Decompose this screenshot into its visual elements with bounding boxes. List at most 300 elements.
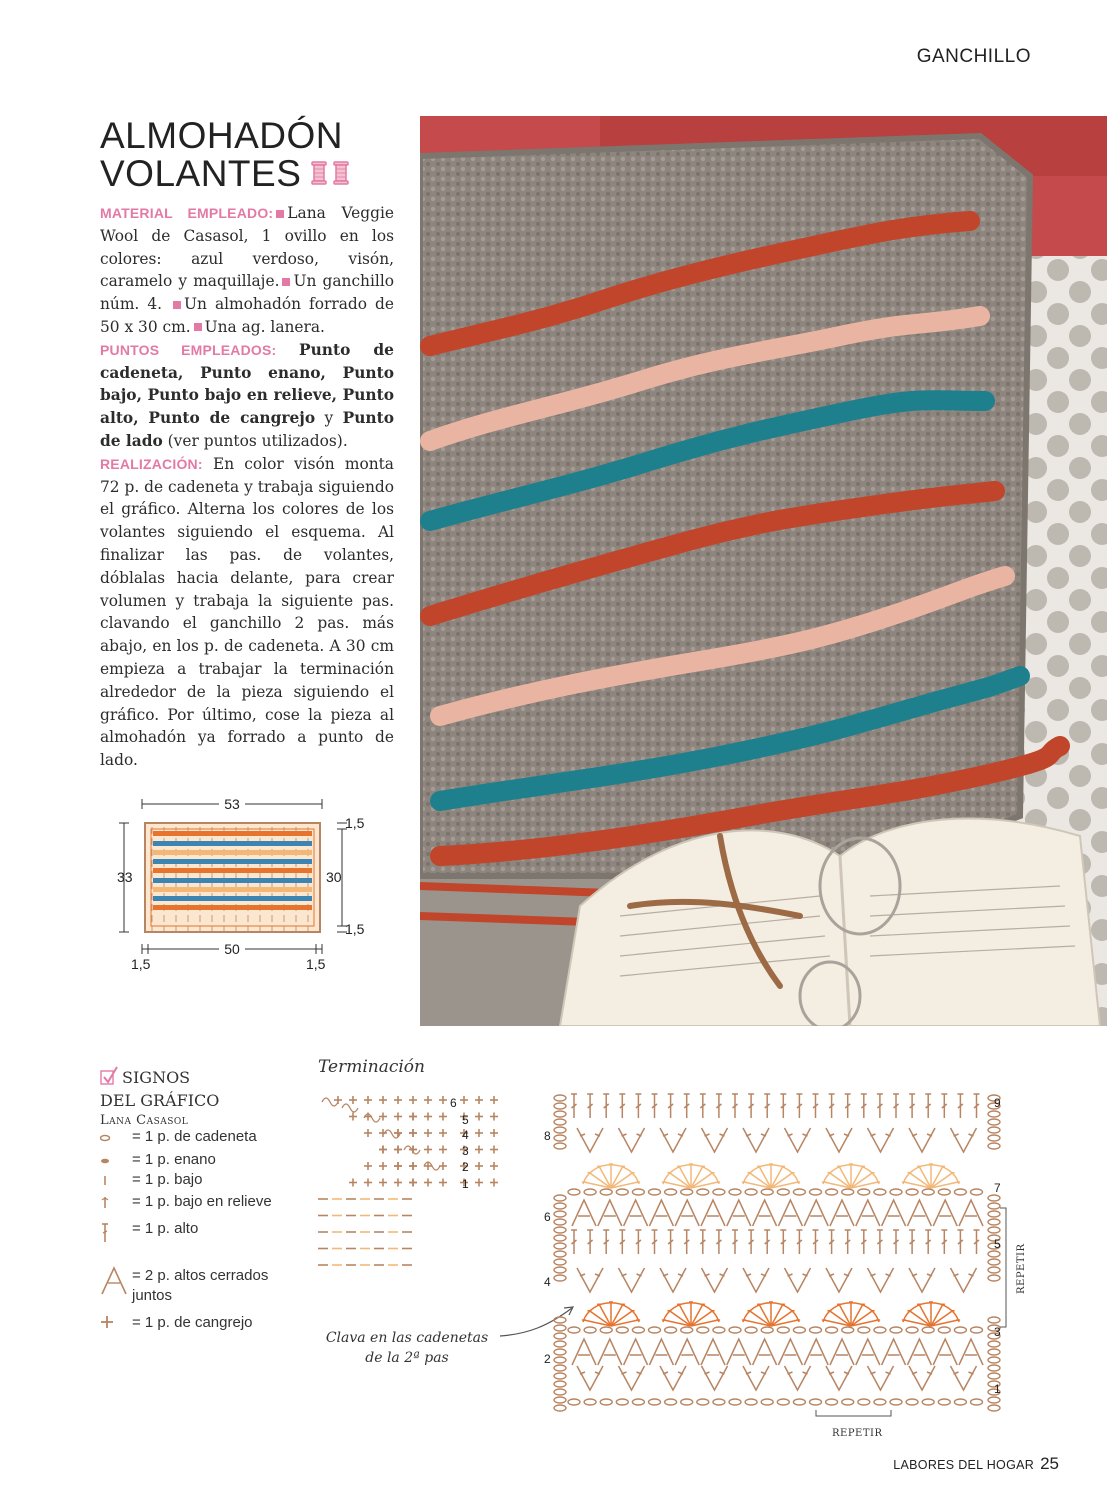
double-crochet-mark [861,1094,867,1118]
crab-stitch-mark [349,1096,357,1104]
repeat-horizontal-label: REPETIR [832,1428,883,1439]
crab-stitch-mark [490,1179,498,1187]
chain-stitch-mark [988,1267,1000,1273]
double-crochet-mark [635,1094,641,1118]
dc2tog-mark [933,1200,957,1226]
clava-note-line-1: Clava en las cadenetas [325,1330,489,1346]
a-legs [804,1339,828,1365]
fan-spoke [839,1166,851,1188]
chain-stitch-mark [584,1327,596,1333]
schematic-left-label: 33 [117,869,133,885]
double-crochet-mark [603,1230,609,1254]
chain-stitch-mark [649,1189,661,1195]
crab-stitch-mark [439,1129,447,1137]
chain-stitch-mark [906,1399,918,1405]
chain-stitch-mark [729,1399,741,1405]
dc2tog-mark [856,1200,880,1226]
fan-spoke [599,1304,611,1326]
crab-stitch-mark [394,1179,402,1187]
chain-stitch-mark [697,1327,709,1333]
double-crochet-mark [813,1230,819,1254]
stitch-legend [100,1066,300,1331]
schematic-right-top-label: 1,5 [345,815,365,831]
chain-stitch-mark [890,1189,902,1195]
chain-stitch-mark [842,1327,854,1333]
title-line-1: ALMOHADÓN [100,115,343,156]
chain-stitch-mark [988,1227,1000,1233]
dc2tog-mark [701,1339,725,1365]
fan-spoke [771,1166,783,1188]
a-legs [907,1339,931,1365]
double-crochet-mark [796,1094,802,1118]
chain-stitch-mark [568,1399,580,1405]
crab-stitch-mark [379,1179,387,1187]
chain-stitch-mark [988,1211,1000,1217]
crab-stitch-mark [424,1146,432,1154]
dc2tog-mark [804,1200,828,1226]
double-crochet-mark [974,1094,980,1118]
chart-row-label: 3 [994,1325,1001,1339]
a-legs [882,1339,906,1365]
double-crochet-mark [635,1230,641,1254]
realizacion-text: En color visón monta 72 p. de cadeneta y trabaja siguiendo el gráfico. Alterna los colores de los volantes siguiendo el esquema. Al finalizar las pas. de volantes, dóblalas hacia delante, para crear volumen y trabaja la siguiente pas. clavando el ganchillo 2 pas. más abajo, en los p. de cadeneta. A 30 cm empieza a trabajar la terminación alrededor de la pieza siguiendo el gráfico. Por último, cose la pieza al almohadón ya forrado a punto de lado. [100,454,394,770]
chain-stitch-mark [616,1399,628,1405]
v-legs [826,1268,852,1292]
v-legs [702,1128,728,1152]
chain-stitch-mark [713,1327,725,1333]
crab-stitch-mark [439,1162,447,1170]
chain-stitch-mark [988,1373,1000,1379]
fan-spoke [851,1304,863,1326]
legend-title-1: SIGNOS [122,1068,191,1087]
bullet-square-icon [194,323,202,331]
chain-stitch-mark [858,1327,870,1333]
chart-row-label: 8 [544,1129,551,1143]
double-crochet-mark [764,1230,770,1254]
chain-stitch-mark [988,1275,1000,1281]
legend-item-slip [100,1151,216,1171]
chain-stitch-mark [554,1389,566,1395]
chain-stitch-mark [988,1219,1000,1225]
schematic-top-label: 53 [224,796,240,812]
shell-fan-mark [822,1164,880,1188]
double-crochet-mark [571,1094,577,1118]
chain-stitch-mark [988,1405,1000,1411]
double-crochet-mark [909,1230,915,1254]
a-legs [572,1339,596,1365]
chain-stitch-mark [745,1189,757,1195]
v-stitch-mark [868,1128,894,1152]
fan-spoke [759,1166,771,1188]
chain-stitch-mark [554,1349,566,1355]
crab-stitch-mark [439,1146,447,1154]
bullet-square-icon [282,278,290,286]
chain-stitch-mark [554,1267,566,1273]
legend-item-dc2tog [100,1266,269,1304]
crab-stitch-mark [409,1096,417,1104]
shell-fan-mark [902,1302,960,1326]
crab-stitch-mark [424,1113,432,1121]
chain-stitch-mark [988,1127,1000,1133]
double-crochet-mark [764,1094,770,1118]
crab-stitch-mark [424,1179,432,1187]
legend-subtitle: Lana Casasol [100,1113,189,1128]
fan-spoke [851,1166,863,1188]
double-crochet-mark [780,1230,786,1254]
chain-stitch-mark [922,1327,934,1333]
chain-stitch-mark [988,1195,1000,1201]
double-crochet-mark [845,1094,851,1118]
double-crochet-mark [716,1230,722,1254]
title-line-2-text: VOLANTES [100,153,302,194]
v-stitch-mark [868,1268,894,1292]
legend-item-text: = 1 p. bajo [132,1171,203,1188]
chain-stitch-mark [554,1119,566,1125]
a-legs [624,1339,648,1365]
page-number: 25 [1040,1454,1059,1473]
dc2tog-mark [701,1200,725,1226]
chart-row-label: 4 [544,1275,551,1289]
chain-stitch-mark [793,1327,805,1333]
shell-fan-mark [902,1164,960,1188]
crab-stitch-mark [439,1096,447,1104]
fan-spoke [931,1304,943,1326]
chain-stitch-mark [906,1327,918,1333]
crab-stitch-mark [364,1162,372,1170]
chain-stitch-mark [793,1189,805,1195]
chain-stitch-mark [649,1399,661,1405]
dc2tog-mark [778,1200,802,1226]
dc2tog-icon [100,1266,128,1296]
double-crochet-mark [716,1094,722,1118]
slip-stitch-icon [100,1151,116,1167]
chain-stitch-mark [777,1327,789,1333]
v-stitch-mark [702,1128,728,1152]
crab-stitch-mark [424,1096,432,1104]
v-stitch-mark [951,1366,977,1390]
puntos-last: Punto de lado [100,409,394,450]
v-legs [868,1268,894,1292]
a-legs [598,1200,622,1226]
crab-stitch-icon [100,1314,116,1330]
chain-stitch-mark [554,1195,566,1201]
material-label: MATERIAL EMPLEADO: [100,205,274,221]
chain-stitch-mark [568,1327,580,1333]
v-stitch-mark [660,1128,686,1152]
dc2tog-mark [856,1339,880,1365]
crab-stitch-mark [379,1146,387,1154]
crab-stitch-mark [475,1162,483,1170]
double-crochet-mark [652,1230,658,1254]
schematic-right-bottom-label: 1,5 [345,921,365,937]
legend-item-relief [100,1193,272,1213]
chain-stitch-mark [826,1399,838,1405]
double-crochet-mark [974,1230,980,1254]
chain-stitch-mark [665,1189,677,1195]
a-legs [856,1339,880,1365]
chain-stitch-mark [600,1327,612,1333]
chain-loop-mark [364,1114,380,1122]
chain-stitch-mark [938,1327,950,1333]
a-legs [907,1200,931,1226]
chart-row-label: 5 [994,1237,1001,1251]
chain-stitch-mark [681,1189,693,1195]
chain-stitch-mark [988,1251,1000,1257]
v-legs [909,1128,935,1152]
chain-stitch-mark [729,1327,741,1333]
v-stitch-mark [577,1128,603,1152]
terminacion-row-label: 5 [462,1113,469,1127]
double-crochet-mark [748,1094,754,1118]
relief-single-crochet-icon [100,1193,116,1209]
crab-stitch-mark [475,1179,483,1187]
bullet-square-icon [173,301,181,309]
fan-spoke [611,1304,623,1326]
crab-stitch-mark [475,1113,483,1121]
chain-stitch-mark [810,1399,822,1405]
chain-stitch-mark [554,1243,566,1249]
double-crochet-mark [732,1094,738,1118]
v-legs [951,1366,977,1390]
terminacion-chart [314,1090,514,1294]
material-item-1: Lana Veggie Wool de Casasol, 1 ovillo en los colores: azul verdoso, visón, caramelo y maquillaje. [100,204,394,291]
v-stitch-mark [619,1366,645,1390]
chart-row-label: 7 [994,1181,1001,1195]
dc2tog-mark [907,1339,931,1365]
dc2tog-mark [624,1339,648,1365]
terminacion-row-label: 2 [462,1160,469,1174]
double-crochet-mark [603,1094,609,1118]
fan-spoke [919,1166,931,1188]
bullet-square-icon [276,210,284,218]
material-paragraph [100,202,394,339]
v-stitch-mark [909,1366,935,1390]
double-crochet-mark [619,1230,625,1254]
repeat-vertical-label: REPETIR [1016,1243,1027,1294]
chain-stitch-mark [554,1357,566,1363]
dc2tog-mark [907,1200,931,1226]
double-crochet-mark [829,1094,835,1118]
double-crochet-mark [893,1230,899,1254]
legend-item-single [100,1171,203,1191]
chain-stitch-mark [681,1327,693,1333]
v-legs [785,1128,811,1152]
legend-heading [100,1066,300,1111]
chain-stitch-mark [554,1333,566,1339]
crab-stitch-mark [364,1179,372,1187]
pillow-photo [420,116,1107,1026]
a-legs [933,1200,957,1226]
double-crochet-mark [780,1094,786,1118]
v-legs [619,1128,645,1152]
dc2tog-mark [624,1200,648,1226]
chain-stitch-mark [745,1327,757,1333]
dc2tog-mark [882,1200,906,1226]
chain-stitch-mark [554,1317,566,1323]
instructions [100,202,394,772]
a-legs [753,1339,777,1365]
a-legs [753,1200,777,1226]
chain-stitch-mark [632,1327,644,1333]
double-crochet-mark [700,1094,706,1118]
chain-stitch-mark [554,1111,566,1117]
chain-stitch-mark [954,1189,966,1195]
double-crochet-mark [700,1230,706,1254]
crab-stitch-mark [475,1146,483,1154]
dc2tog-mark [727,1339,751,1365]
chain-stitch-mark [554,1135,566,1141]
shell-fan-mark [742,1164,800,1188]
chain-stitch-mark [826,1327,838,1333]
double-crochet-mark [587,1230,593,1254]
chain-stitch-mark [632,1189,644,1195]
chain-stitch-mark [874,1189,886,1195]
dc2tog-mark [572,1200,596,1226]
a-legs [649,1339,673,1365]
single-crochet-icon [100,1171,116,1187]
v-stitch-mark [826,1128,852,1152]
v-legs [577,1366,603,1390]
chain-stitch-mark [842,1189,854,1195]
v-legs [785,1366,811,1390]
shell-fan-mark [662,1302,720,1326]
chain-stitch-mark [761,1189,773,1195]
material-item-2: Un ganchillo núm. 4. [100,272,395,314]
pattern-title [100,117,353,195]
chain-stitch-mark [616,1327,628,1333]
section-tag: GANCHILLO [916,46,1031,67]
chain-stitch-mark [554,1325,566,1331]
shell-fan-mark [662,1164,720,1188]
chain-stitch-mark [988,1143,1000,1149]
schematic-bottom-right-label: 1,5 [306,956,326,972]
double-crochet-mark [571,1230,577,1254]
chain-stitch-mark [906,1189,918,1195]
double-crochet-mark [877,1230,883,1254]
dc2tog-mark [727,1200,751,1226]
v-stitch-mark [868,1366,894,1390]
v-stitch-mark [951,1268,977,1292]
chain-stitch-mark [874,1399,886,1405]
v-legs [702,1268,728,1292]
dc2tog-mark [649,1339,673,1365]
chain-stitch-mark [988,1349,1000,1355]
crab-stitch-mark [349,1113,357,1121]
dc2tog-mark [598,1339,622,1365]
pillow-schematic [110,792,380,981]
fan-spoke [919,1304,931,1326]
v-stitch-mark [785,1128,811,1152]
chain-stitch-mark [810,1189,822,1195]
v-stitch-mark [660,1366,686,1390]
a-legs [572,1200,596,1226]
legend-item-text: = 1 p. de cadeneta [132,1128,257,1145]
v-legs [951,1128,977,1152]
crab-stitch-mark [490,1129,498,1137]
a-legs [778,1200,802,1226]
double-crochet-mark [813,1094,819,1118]
fan-spoke [691,1166,703,1188]
double-crochet-mark [748,1230,754,1254]
schematic-bottom-label: 50 [224,941,240,957]
chain-stitch-mark [713,1189,725,1195]
chain-stitch-mark [554,1365,566,1371]
a-legs [727,1200,751,1226]
chain-stitch-mark [554,1275,566,1281]
chain-stitch-mark [600,1399,612,1405]
fan-spoke [691,1304,703,1326]
chain-stitch-mark [584,1399,596,1405]
v-stitch-mark [909,1128,935,1152]
v-stitch-mark [951,1128,977,1152]
a-legs [804,1200,828,1226]
a-legs [856,1200,880,1226]
crab-stitch-mark [394,1129,402,1137]
dc2tog-mark [675,1200,699,1226]
v-stitch-mark [743,1128,769,1152]
chain-stitch-mark [554,1219,566,1225]
fan-spoke [599,1166,611,1188]
v-stitch-mark [826,1366,852,1390]
a-legs [675,1200,699,1226]
schematic-right-label: 30 [326,869,342,885]
v-legs [785,1268,811,1292]
chain-stitch-mark [616,1189,628,1195]
dc2tog-mark [649,1200,673,1226]
chain-stitch-mark [810,1327,822,1333]
chain-stitch-mark [971,1327,983,1333]
fan-spoke [771,1304,783,1326]
v-stitch-mark [785,1268,811,1292]
dc2tog-mark [804,1339,828,1365]
shell-fan-mark [582,1302,640,1326]
chain-stitch-mark [988,1135,1000,1141]
double-crochet-mark [925,1230,931,1254]
terminacion-row-label: 3 [462,1144,469,1158]
a-legs [624,1200,648,1226]
v-legs [660,1268,686,1292]
double-crochet-mark [893,1094,899,1118]
chain-stitch-mark [665,1327,677,1333]
v-legs [826,1366,852,1390]
v-legs [826,1128,852,1152]
double-crochet-mark [829,1230,835,1254]
crab-stitch-mark [379,1113,387,1121]
v-legs [743,1268,769,1292]
v-legs [619,1268,645,1292]
chain-stitch-mark [761,1327,773,1333]
crab-stitch-mark [490,1162,498,1170]
v-stitch-mark [743,1366,769,1390]
crab-stitch-mark [394,1113,402,1121]
crab-stitch-mark [379,1129,387,1137]
terminacion-row-label: 1 [462,1177,469,1191]
chain-stitch-mark [988,1111,1000,1117]
fan-spoke [759,1304,771,1326]
terminacion-row-label: 4 [462,1128,469,1142]
chain-stitch-mark [988,1341,1000,1347]
crab-stitch-mark [379,1096,387,1104]
schematic-bottom-left-label: 1,5 [131,956,151,972]
dc2tog-mark [753,1200,777,1226]
puntos-label: PUNTOS EMPLEADOS: [100,341,277,358]
crab-stitch-mark [409,1179,417,1187]
chain-stitch-mark [922,1189,934,1195]
chain-stitch-mark [554,1373,566,1379]
chain-loop-mark [404,1146,420,1154]
v-legs [951,1268,977,1292]
puntos-note: (ver puntos utilizados). [167,431,348,450]
